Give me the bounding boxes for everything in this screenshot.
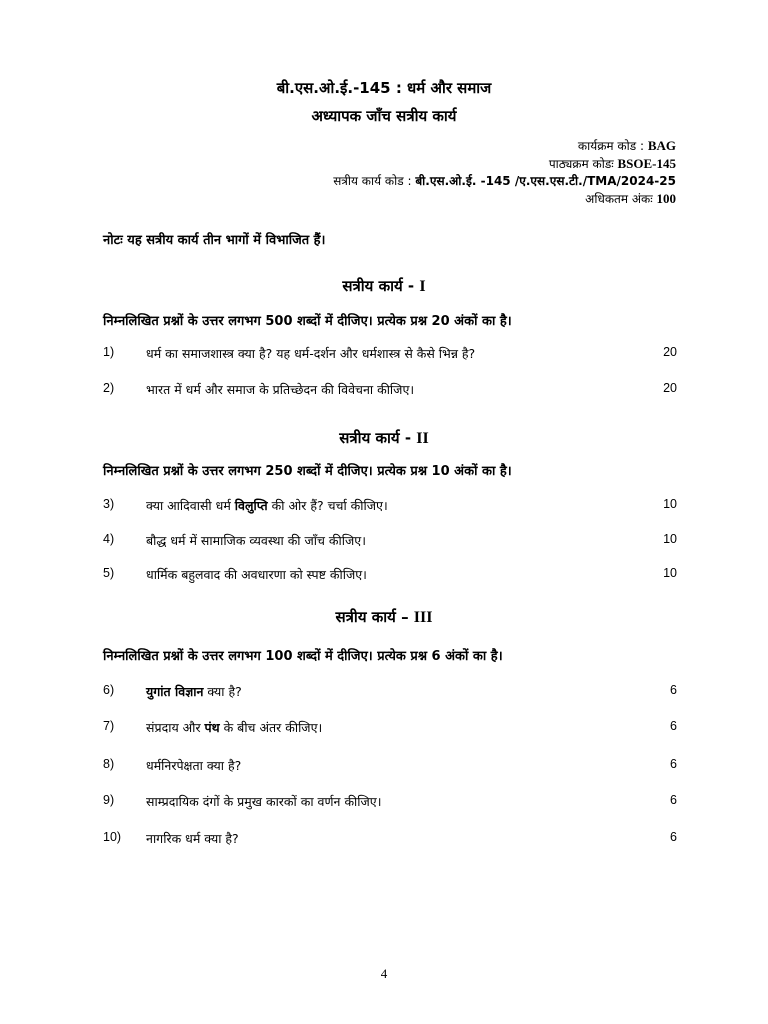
question-number: 4) [103,532,115,546]
question-text: धर्मनिरपेक्षता क्या है? [146,758,242,773]
note-text: नोटः यह सत्रीय कार्य तीन भागों में विभाजित हैं। [103,233,326,248]
question-number: 5) [103,566,115,580]
max-marks-value: 100 [656,191,676,206]
question-text [146,683,242,700]
question-marks: 6 [670,793,677,807]
programme-code [578,137,676,154]
question-number: 6) [103,683,115,697]
section-title-prefix: सत्रीय कार्य - [342,277,420,295]
question-text-pre: क्या आदिवासी धर्म [146,498,235,513]
assignment-code-value: बी.एस.ओ.ई. -145 /ए.एस.एस.टी./TMA/2024-25 [415,174,676,188]
section-title [0,607,768,627]
question-marks: 6 [670,719,677,733]
question-marks: 6 [670,757,677,771]
question-text-pre: संप्रदाय और [146,720,205,735]
question-row [103,830,677,850]
question-text [146,497,388,514]
question-number: 10) [103,830,122,844]
question-text [146,719,322,736]
question-row [103,345,677,365]
section-roman-numeral: II [416,430,429,447]
section-title [0,276,768,296]
question-marks: 6 [670,683,677,697]
section-title [0,428,768,448]
section-instruction: निम्नलिखित प्रश्नों के उत्तर लगभग 100 शब्दों में दीजिए। प्रत्येक प्रश्न 6 अंकों का है। [103,649,503,664]
question-row [103,683,677,703]
max-marks [585,190,676,207]
section-instruction: निम्नलिखित प्रश्नों के उत्तर लगभग 250 शब्दों में दीजिए। प्रत्येक प्रश्न 10 अंकों का है। [103,464,512,479]
question-row [103,719,677,739]
course-code [549,155,676,172]
section-title-prefix: सत्रीय कार्य – [335,608,414,626]
question-text-post: की ओर हैं? चर्चा कीजिए। [267,498,388,513]
assignment-code-label: सत्रीय कार्य कोड : [333,174,416,188]
question-marks: 10 [663,497,677,511]
section-roman-numeral: I [419,278,426,295]
question-text: धर्म का समाजशास्त्र क्या है? यह धर्म-दर्शन और धर्मशास्त्र से कैसे भिन्न है? [146,346,476,361]
question-row [103,566,677,586]
question-marks: 20 [663,345,677,359]
question-row [103,381,677,401]
question-text-post: क्या है? [203,684,242,699]
question-row [103,497,677,517]
question-row [103,757,677,777]
question-number: 1) [103,345,115,359]
question-text-bold: विलुप्ति [234,498,268,513]
question-text-bold: युगांत विज्ञान [146,684,204,699]
question-number: 8) [103,757,115,771]
question-text: भारत में धर्म और समाज के प्रतिच्छेदन की विवेचना कीजिए। [146,382,415,397]
section-title-prefix: सत्रीय कार्य - [339,429,417,447]
question-text: नागरिक धर्म क्या है? [146,831,239,846]
question-row [103,793,677,813]
course-code-value: BSOE-145 [617,156,676,171]
question-marks: 6 [670,830,677,844]
question-number: 9) [103,793,115,807]
question-text: बौद्ध धर्म में सामाजिक व्यवस्था की जाँच कीजिए। [146,533,366,548]
max-marks-label: अधिकतम अंकः [585,192,657,206]
question-marks: 10 [663,566,677,580]
question-text-bold: पंथ [204,720,220,735]
course-title: बी.एस.ओ.ई.-145 : धर्म और समाज [276,79,492,97]
programme-code-label: कार्यक्रम कोड : [577,139,648,153]
question-number: 2) [103,381,115,395]
course-code-label: पाठ्यक्रम कोडः [548,157,618,171]
section-instruction: निम्नलिखित प्रश्नों के उत्तर लगभग 500 शब्दों में दीजिए। प्रत्येक प्रश्न 20 अंकों का है। [103,314,512,329]
question-number: 3) [103,497,115,511]
page-number: 4 [380,966,388,981]
section-roman-numeral: III [413,609,433,626]
question-marks: 10 [663,532,677,546]
question-text: साम्प्रदायिक दंगों के प्रमुख कारकों का वर्णन कीजिए। [146,794,382,809]
question-text-post: के बीच अंतर कीजिए। [219,720,323,735]
assignment-code [333,172,676,189]
assignment-subtitle: अध्यापक जाँच सत्रीय कार्य [311,107,457,125]
question-text: धार्मिक बहुलवाद की अवधारणा को स्पष्ट कीजिए। [146,567,367,582]
question-number: 7) [103,719,115,733]
question-row [103,532,677,552]
question-marks: 20 [663,381,677,395]
programme-code-value: BAG [647,138,676,153]
